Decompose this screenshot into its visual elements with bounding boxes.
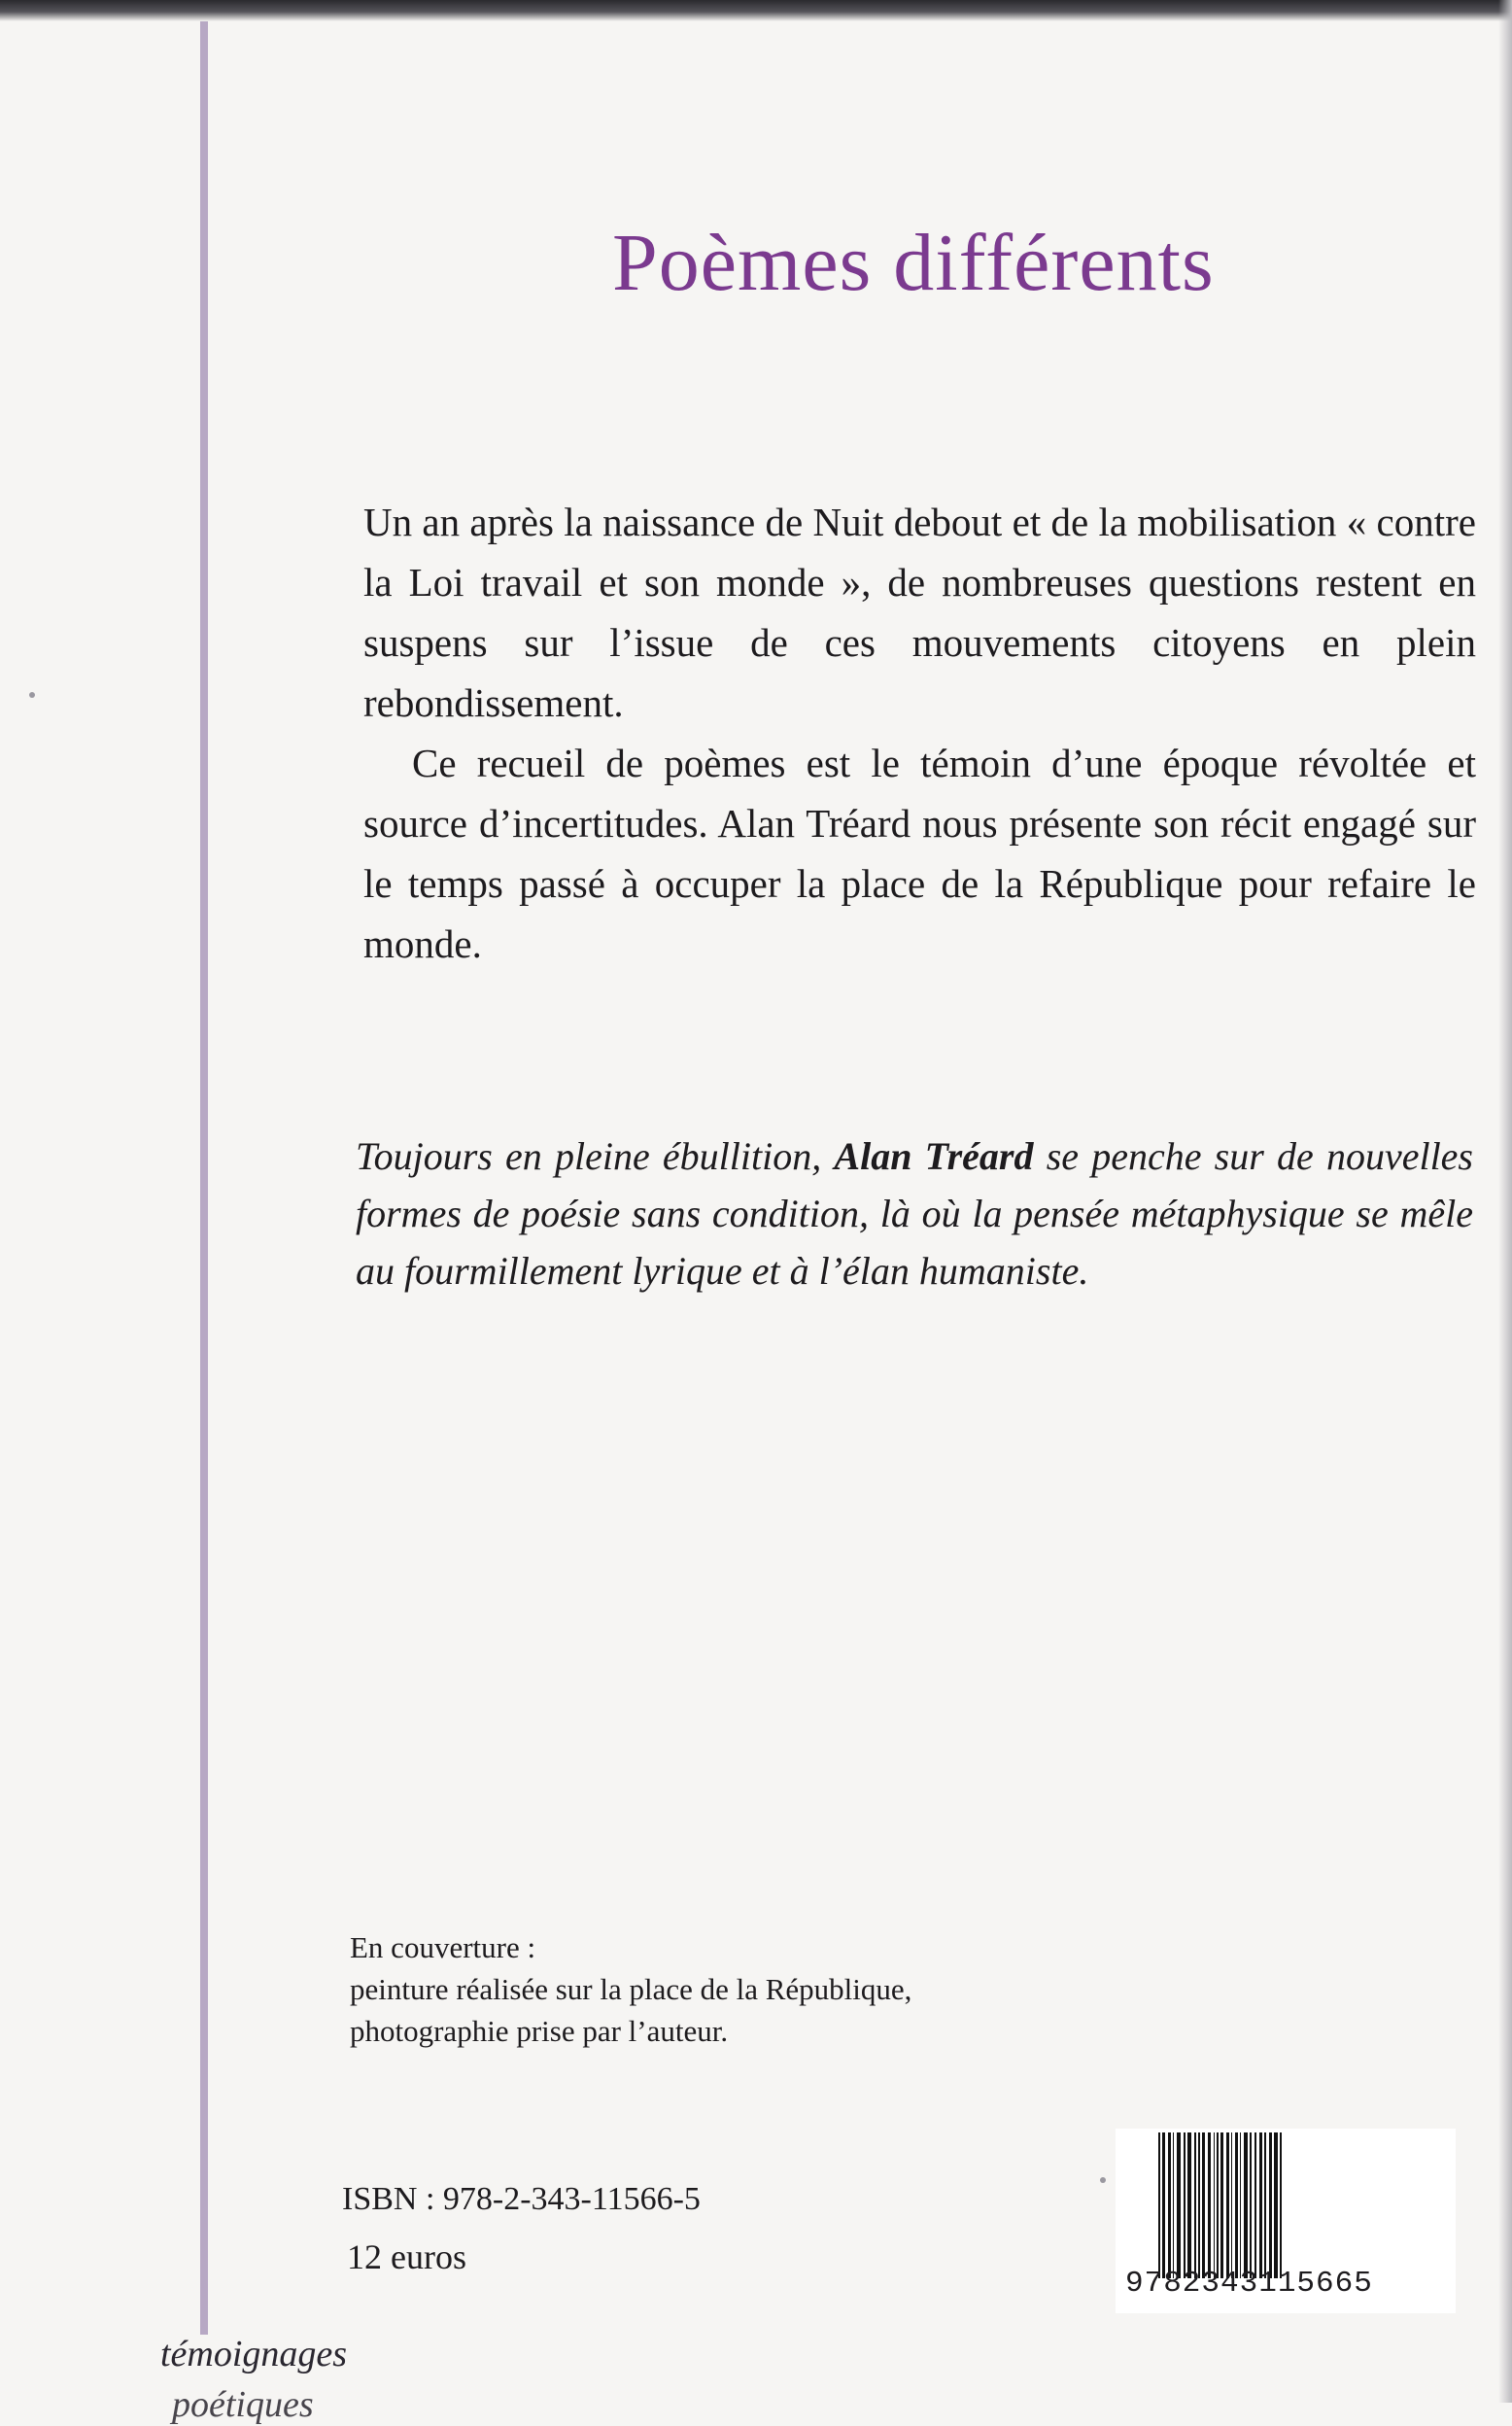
barcode-number: 9782343115665	[1125, 2267, 1373, 2301]
barcode-bar	[1220, 2132, 1223, 2278]
barcode-bar	[1217, 2132, 1219, 2278]
barcode-bar	[1187, 2132, 1191, 2278]
author-name: Alan Tréard	[834, 1134, 1034, 1178]
barcode-bar	[1177, 2132, 1181, 2278]
barcode-bar	[1162, 2132, 1165, 2278]
barcode-bar	[1250, 2132, 1252, 2278]
series-logo-line: poétiques	[172, 2384, 314, 2425]
right-edge-shadow	[1498, 0, 1512, 2403]
blurb-paragraph: Un an après la naissance de Nuit debout et de la mobilisation « contre la Loi travail et son monde », de nombreuses questions restent en suspens sur l’issue de ces mouvements citoyens en plein rebondissement.	[363, 500, 1476, 725]
paper-speck	[1100, 2177, 1106, 2183]
price: 12 euros	[347, 2237, 466, 2276]
barcode-bar	[1202, 2132, 1205, 2278]
barcode-bar	[1158, 2132, 1160, 2278]
barcode-bar	[1168, 2132, 1171, 2278]
barcode-bar	[1226, 2132, 1229, 2278]
cover-credit	[350, 1926, 1127, 2052]
blurb-paragraph: Ce recueil de poèmes est le témoin d’une époque révoltée et source d’incertitudes. Alan Tréard nous présente son récit engagé sur le temps passé à occuper la place de la République pour refaire le monde.	[363, 741, 1476, 966]
barcode-bars-icon	[1154, 2132, 1446, 2278]
bio-text-start: Toujours en pleine ébullition,	[356, 1134, 835, 1178]
blurb	[363, 492, 1476, 974]
cover-credit-heading: En couverture :	[350, 1930, 536, 1964]
barcode-bar	[1240, 2132, 1241, 2278]
barcode-bar	[1214, 2132, 1215, 2278]
isbn: ISBN : 978-2-343-11566-5	[342, 2181, 701, 2217]
barcode-bar	[1184, 2132, 1186, 2278]
barcode-bar	[1231, 2132, 1232, 2278]
barcode-bar	[1208, 2132, 1211, 2278]
barcode-bar	[1235, 2132, 1238, 2278]
barcode-bar	[1280, 2132, 1282, 2278]
barcode-bar	[1269, 2132, 1272, 2278]
barcode-bar	[1173, 2132, 1174, 2278]
barcode-bar	[1244, 2132, 1248, 2278]
barcode-bar	[1274, 2132, 1278, 2278]
barcode-bar	[1264, 2132, 1266, 2278]
barcode-bar	[1259, 2132, 1262, 2278]
cover-credit-line: peinture réalisée sur la place de la République,	[350, 1972, 912, 2006]
author-bio	[356, 1127, 1473, 1300]
book-title: Poèmes différents	[612, 218, 1215, 308]
barcode-bar	[1198, 2132, 1200, 2278]
barcode	[1116, 2129, 1456, 2313]
barcode-bar	[1254, 2132, 1256, 2278]
paper-speck	[29, 692, 35, 698]
top-edge-shadow	[0, 0, 1512, 21]
series-logo	[160, 2333, 348, 2425]
cover-credit-line: photographie prise par l’auteur.	[350, 2014, 729, 2048]
barcode-bar	[1194, 2132, 1196, 2278]
bio-text-end: se penche sur de nouvelles formes de poésie sans condition, là où la pensée métaphysique se mêle au fourmillement lyrique et à l’élan humaniste.	[356, 1134, 1473, 1293]
series-logo-line: témoignages	[160, 2334, 348, 2374]
spine-line	[200, 21, 208, 2335]
